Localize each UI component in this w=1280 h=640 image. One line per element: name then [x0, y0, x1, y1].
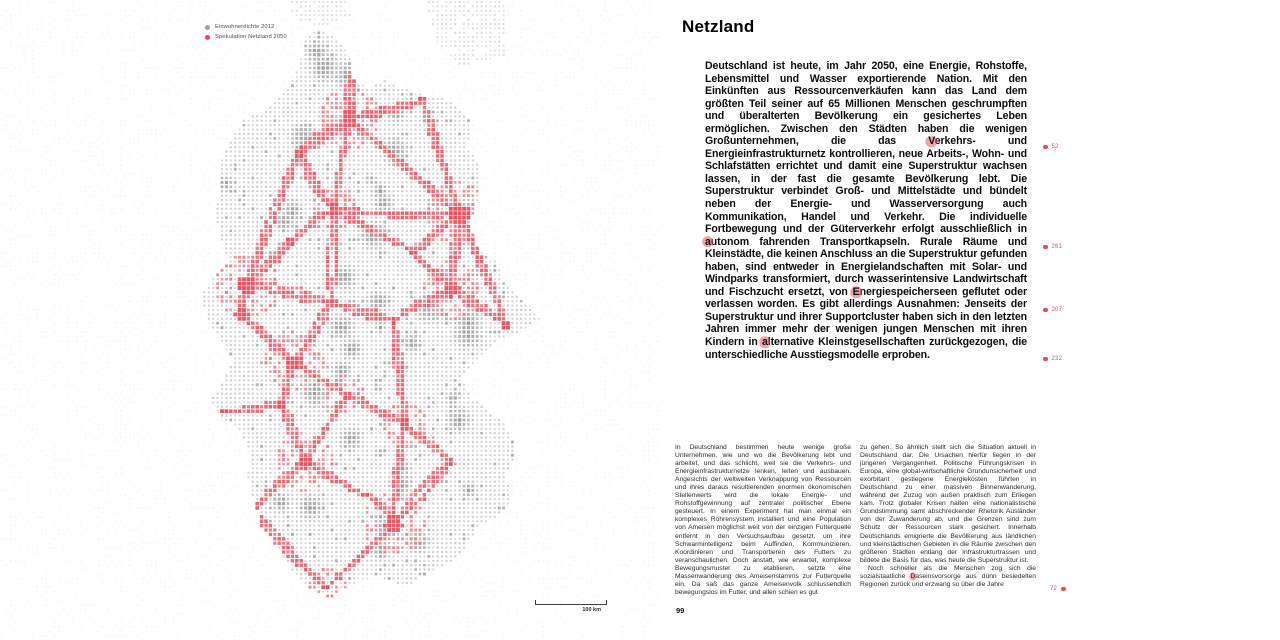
text-page [660, 0, 1280, 640]
gray-dot-icon [205, 25, 210, 30]
reference-number: 72 [1050, 586, 1058, 592]
reference-number: 207 [1051, 307, 1063, 313]
reference-dot-icon [1043, 357, 1048, 362]
body-paragraph: In Deutschland bestimmen heute wenige große Unternehmen, wie und wo die Bevölkerung lebt und arbeitet, und das schlicht, weil sie die Verkehrs- und Energieinfrastrukturnetze lenken, leiten und ausbauen. Angesichts der weltweiten Verknappung von Ressourcen und ihres daraus resultierenden enormen ökonomischen Stellenwerts wird die lokale Energie- und Rohstoffgewinnung auf zentraler politischer Ebene gesteuert. In einem Experiment hat man einmal ein komplexes Röhrensystem installiert und eine Population von Ameisen möglichst weit von der einzigen Futterquelle entfernt in den Versuchsaufbau gesetzt, um ihre Schwarmintelligenz beim Auffinden, Kommunizieren, Koordinieren und Transportieren des Futters zu veranschaulichen. Doch anstatt, wie erwartet, komplexe Bewegungsmuster zu etablieren, setzte eine Massenwanderung des Ameisenstamms zur Futterquelle ein. Da saß das ganze Ameisenvolk schlussendlich bewegungslos im Futter, und allen schien es gut [675, 444, 851, 596]
margin-marker [1050, 586, 1066, 592]
reference-dot-icon [1043, 308, 1048, 313]
reference-number: 232 [1051, 356, 1063, 362]
body-column-2 [860, 444, 1036, 597]
reference-dot-icon [1061, 587, 1066, 592]
page-title: Netzland [682, 17, 755, 36]
body-column-1 [675, 444, 851, 597]
margin-marker [1043, 244, 1062, 250]
body-columns [675, 444, 1036, 597]
legend-item [205, 24, 287, 30]
reference-highlight: a [705, 235, 711, 248]
reference-highlight: a [761, 336, 768, 349]
map-scale-bar [535, 600, 607, 613]
legend-item [205, 34, 287, 40]
red-dot-icon [205, 35, 210, 40]
reference-highlight: V [928, 135, 935, 148]
scale-bar-label: 100 km [582, 606, 601, 613]
body-paragraph: zu gehen. So ähnlich stellt sich die Situation aktuell in Deutschland dar. Die Ursachen hierfür liegen in der jüngeren Vergangenheit. Politische Führungskrisen in Europa, eine global-wirtschaftliche Grundunsicherheit und exorbitant gestiegene Energiekosten führten in Deutschland zu einer massiven Binnenwanderung, während der Zuzug von außen praktisch zum Erliegen kam. Trotz globaler Krisen halten eine nationalistische Grundstimmung samt abschreckender Rhetorik Ausländer von der Zuwanderung ab, und die Grenzen sind zum Schutz der Ressourcen stark gesichert. Innerhalb Deutschlands emigrierte die Bevölkerung aus ländlichen und kleinstädtischen Gebieten in die Räume zwischen den größeren Städten entlang der Infrastrukturtrassen und bildete die Basis für das, was heute die Superstruktur ist. [860, 444, 1036, 564]
margin-marker [1043, 144, 1059, 150]
scale-bar-line [535, 600, 607, 605]
reference-highlight: D [910, 572, 916, 580]
reference-number: 261 [1051, 244, 1063, 250]
reference-highlight: E [852, 285, 860, 298]
margin-marker [1043, 307, 1062, 313]
body-paragraph: Noch schneller als die Menschen zog sich die sozialstaatliche Daseinsvorsorge aus dünn besiedelten Regionen zurück und erzwang so über die Jahre [860, 564, 1036, 588]
map-legend [205, 24, 287, 44]
page-number: 99 [676, 606, 685, 615]
margin-marker [1043, 356, 1062, 362]
legend-label: Einwohnerdichte 2012 [215, 24, 275, 30]
reference-dot-icon [1043, 145, 1048, 150]
intro-paragraph: Deutschland ist heute, im Jahr 2050, eine Energie, Rohstoffe, Lebensmittel und Wasser exportierende Nation. Mit den Einkünften aus Ressourcenverkäufen kann das Land dem größten Teil seiner auf 65 Millionen Menschen geschrumpften und überalterten Bevölkerung ein gesichertes Leben ermöglichen. Zwischen den Städten haben die wenigen Großunternehmen, die das Verkehrs- und Energieinfrastrukturnetz kontrollieren, neue Arbeits-, Wohn- und Schlafstätten errichtet und damit eine Superstruktur wachsen lassen, in der fast die gesamte Bevölkerung lebt. Die Superstruktur verbindet Groß- und Mittelstädte und bündelt neben der Energie- und Wasserversorgung auch Kommunikation, Handel und Verkehr. Die individuelle Fortbewegung und der Güterverkehr erfolgt ausschließlich in autonom fahrenden Transportkapseln. Rurale Räume und Kleinstädte, die keinen Anschluss an die Superstruktur gefunden haben, sind entweder in Energielandschaften mit Solar- und Windparks transformiert, durch wasserintensive Landwirtschaft und Fischzucht ersetzt, von Energiespeicherseen geflutet oder verlassen worden. Es gibt allerdings Ausnahmen: Jenseits der Superstruktur und ihrer Supportcluster haben sich in den letzten Jahren immer mehr der wenigen jungen Menschen mit ihren Kindern in alternative Kleinstgesellschaften zurückgezogen, die unterschiedliche Ausstiegsmodelle erproben. [705, 60, 1028, 361]
legend-label: Spekulation Netzland 2050 [215, 34, 287, 40]
reference-number: 52 [1051, 144, 1059, 150]
reference-dot-icon [1043, 245, 1048, 250]
